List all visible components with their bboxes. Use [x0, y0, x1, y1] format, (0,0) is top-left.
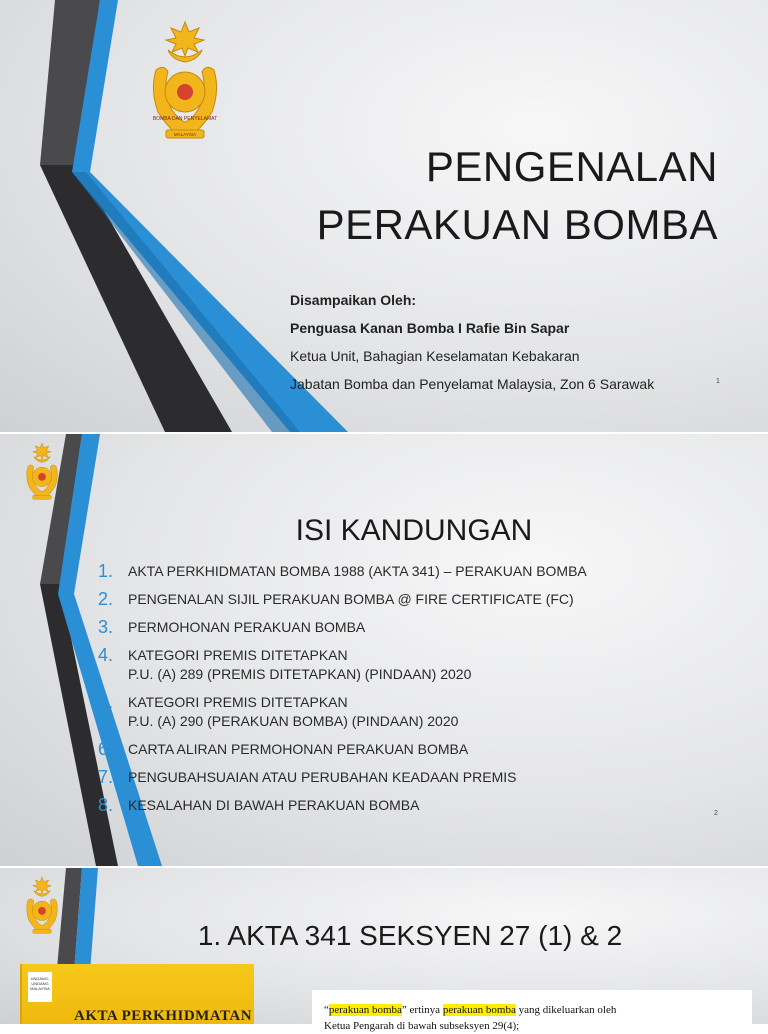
item-text: KESALAHAN DI BAWAH PERAKUAN BOMBA — [128, 797, 420, 813]
highlight-term: perakuan bomba — [442, 1004, 516, 1016]
item-text: PENGENALAN SIJIL PERAKUAN BOMBA @ FIRE CERTIFICATE (FC) — [128, 591, 574, 607]
bomba-logo — [18, 442, 66, 506]
item-subtext: P.U. (A) 289 (PREMIS DITETAPKAN) (PINDAAN) 2020 — [128, 666, 472, 682]
bomba-logo — [136, 20, 234, 152]
slide-3-title: 1. AKTA 341 SEKSYEN 27 (1) & 2 — [197, 920, 623, 951]
slide-2-title: ISI KANDUNGAN — [295, 514, 533, 547]
item-number: 4. — [98, 645, 114, 665]
list-item — [98, 740, 738, 759]
item-text: KATEGORI PREMIS DITETAPKAN — [128, 647, 348, 663]
bomba-logo — [18, 876, 66, 940]
item-text: AKTA PERKHIDMATAN BOMBA 1988 (AKTA 341) – PERAKUAN BOMBA — [128, 563, 587, 579]
item-subtext: P.U. (A) 290 (PERAKUAN BOMBA) (PINDAAN) 2020 — [128, 713, 459, 729]
title-line-2: PERAKUAN BOMBA — [316, 201, 718, 248]
list-item — [98, 646, 738, 684]
item-text: KATEGORI PREMIS DITETAPKAN — [128, 694, 348, 710]
slide-1 — [0, 0, 768, 432]
list-item — [98, 562, 738, 581]
item-text: PERMOHONAN PERAKUAN BOMBA — [128, 619, 366, 635]
list-item — [98, 590, 738, 609]
presenter-name: Penguasa Kanan Bomba I Rafie Bin Sapar — [290, 320, 570, 336]
act-book-cover — [20, 964, 254, 1024]
excerpt-line-2: Ketua Pengarah di bawah subseksyen 29(4); — [324, 1020, 520, 1032]
presenter-block — [290, 286, 750, 398]
list-item — [98, 796, 738, 815]
logo-subtext: MALAYSIA — [173, 132, 197, 137]
title-line-1: PENGENALAN — [425, 143, 718, 190]
item-number: 8. — [98, 795, 114, 815]
book-title: AKTA PERKHIDMATAN — [74, 1008, 253, 1024]
table-of-contents — [98, 562, 738, 824]
item-text: CARTA ALIRAN PERMOHONAN PERAKUAN BOMBA — [128, 741, 469, 757]
slide-1-title — [248, 138, 718, 254]
item-number: 3. — [98, 617, 114, 637]
highlight-term: perakuan bomba — [328, 1004, 402, 1016]
item-number: 1. — [98, 561, 114, 581]
presenter-department: Jabatan Bomba dan Penyelamat Malaysia, Zon 6 Sarawak — [290, 376, 655, 392]
list-item — [98, 618, 738, 637]
page-number: 2 — [714, 810, 718, 817]
list-item — [98, 768, 738, 787]
list-item — [98, 693, 738, 731]
logo-text: BOMBA DAN PENYELAMAT — [152, 116, 218, 122]
presenter-label: Disampaikan Oleh: — [290, 292, 417, 308]
presenter-position: Ketua Unit, Bahagian Keselamatan Kebakaran — [290, 348, 580, 364]
act-excerpt — [312, 990, 752, 1032]
item-number: 7. — [98, 767, 114, 787]
item-number: 6. — [98, 739, 114, 759]
book-stamp: UNDANG-UNDANG MALAYSIA — [28, 972, 52, 1002]
item-number: 2. — [98, 589, 114, 609]
item-number: 5. — [98, 692, 114, 712]
page-number: 1 — [716, 378, 720, 385]
excerpt-line-1: “perakuan bomba” ertinya perakuan bomba yang dikeluarkan oleh — [324, 1004, 617, 1016]
item-text: PENGUBAHSUAIAN ATAU PERUBAHAN KEADAAN PREMIS — [128, 769, 517, 785]
